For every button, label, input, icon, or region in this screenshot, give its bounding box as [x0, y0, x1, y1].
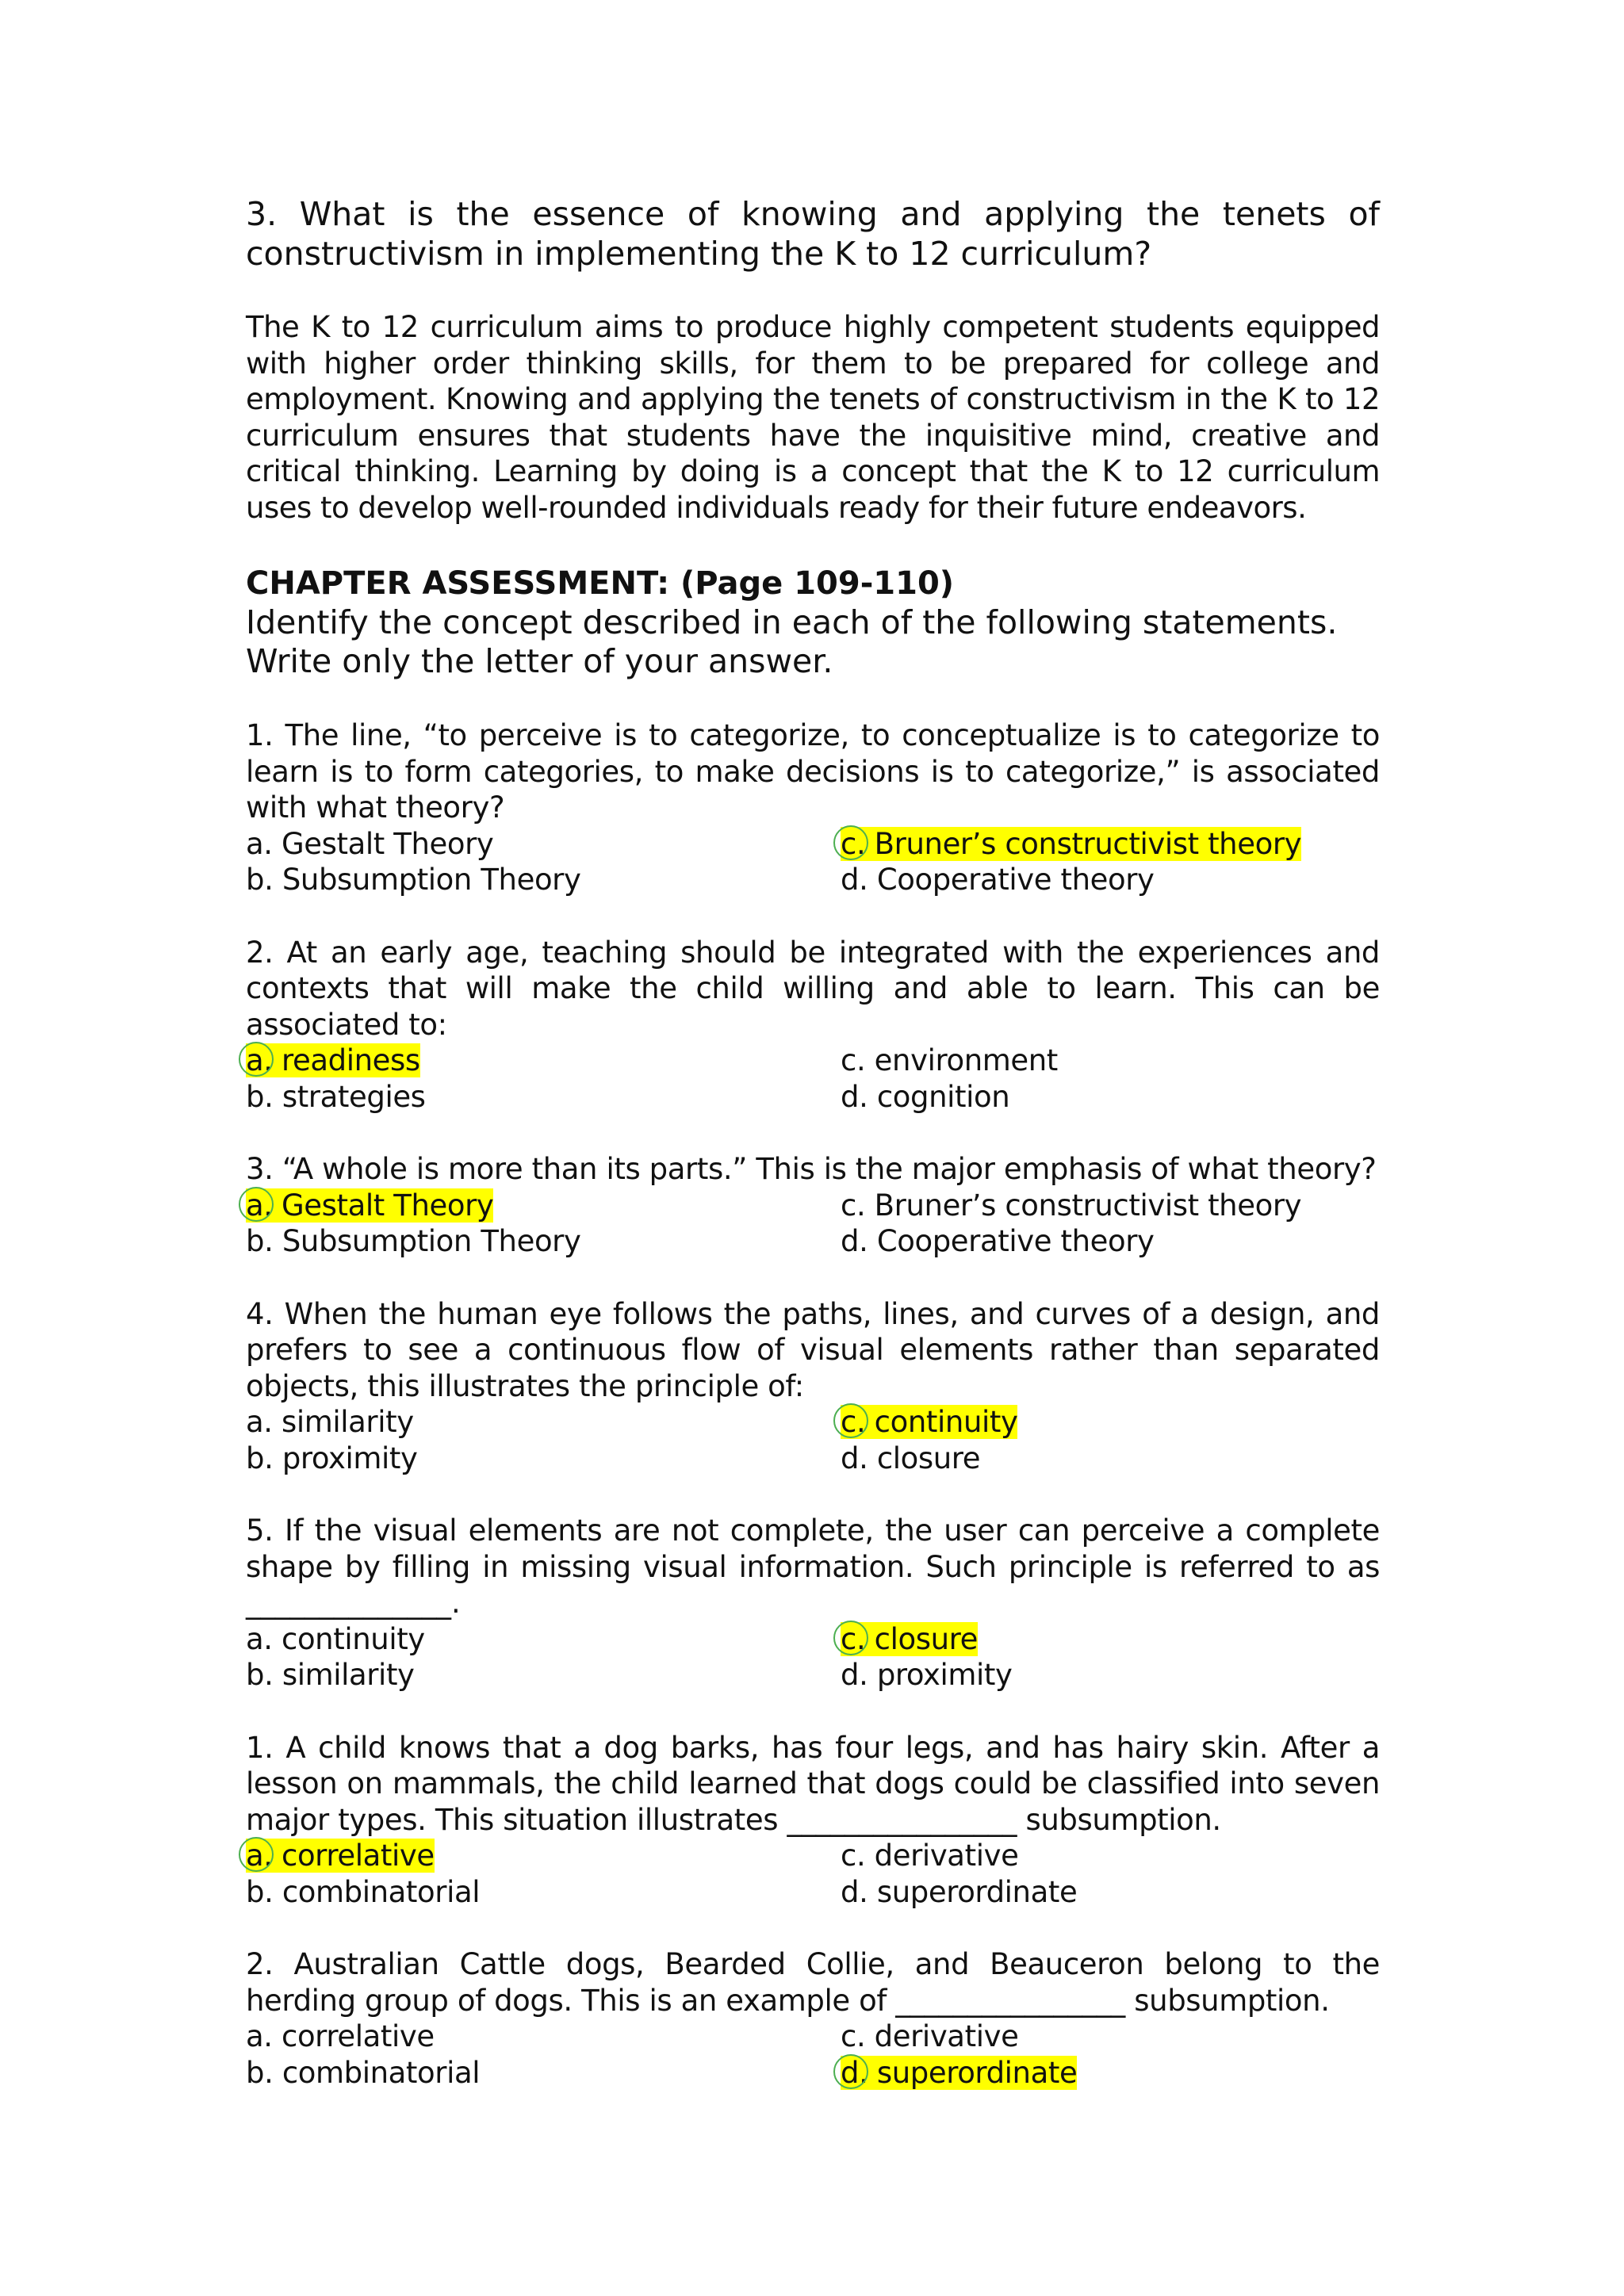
question-text: 1. A child knows that a dog barks, has four legs, and has hairy skin. After a lesson on mammals, the child learned that dogs could be classified into seven major types. This situation illustrates ________________ subsumption.: [246, 1730, 1380, 1837]
reflection-answer: The K to 12 curriculum aims to produce highly competent students equipped with higher order thinking skills, for them to be prepared for college and employment. Knowing and applying the tenets of constructivism in the K to 12 curriculum ensures that students have the inquisitive mind, creative and critical thinking. Learning by doing is a concept that the K to 12 curriculum uses to develop well-rounded individuals ready for their future endeavors.: [246, 310, 1380, 525]
option-d: d. Cooperative theory: [841, 1224, 1155, 1258]
answer-options: [246, 826, 1380, 898]
question-item: [246, 1730, 1380, 1911]
option-a: a. correlative: [246, 2019, 435, 2053]
answer-blank: ______________.: [246, 1586, 461, 1620]
option-a: a. similarity: [246, 1405, 414, 1439]
question-item: [246, 1946, 1380, 2091]
option-b: b. combinatorial: [246, 1874, 481, 1909]
answer-options: [246, 1043, 1380, 1115]
document-page: [246, 194, 1380, 2091]
option-c: c. derivative: [841, 1839, 1019, 1873]
option-d: d. Cooperative theory: [841, 863, 1155, 897]
question-text: 4. When the human eye follows the paths, lines, and curves of a design, and prefers to see a continuous flow of visual elements rather than separated objects, this illustrates the principle of:: [246, 1296, 1380, 1403]
option-d: d. cognition: [841, 1079, 1010, 1114]
question-item: [246, 1151, 1380, 1260]
option-b: b. proximity: [246, 1441, 418, 1475]
question-text: 3. “A whole is more than its parts.” This is the major emphasis of what theory?: [246, 1152, 1377, 1186]
question-item: [246, 1296, 1380, 1477]
option-a-selected: a. readiness: [246, 1043, 420, 1077]
option-c-selected: c. closure: [841, 1621, 979, 1656]
option-a: a. continuity: [246, 1621, 425, 1656]
option-c: c. derivative: [841, 2019, 1019, 2053]
question-item: [246, 718, 1380, 898]
option-d: d. closure: [841, 1441, 981, 1475]
option-b: b. combinatorial: [246, 2055, 481, 2090]
option-c-selected: c. Bruner’s constructivist theory: [841, 826, 1302, 861]
answer-options: [246, 1838, 1380, 1910]
question-item: [246, 935, 1380, 1115]
option-a: a. Gestalt Theory: [246, 826, 494, 861]
option-c: c. Bruner’s constructivist theory: [841, 1188, 1302, 1223]
option-a-selected: a. correlative: [246, 1839, 435, 1873]
option-d: d. superordinate: [841, 1874, 1078, 1909]
option-b: b. strategies: [246, 1079, 426, 1114]
option-b: b. Subsumption Theory: [246, 863, 581, 897]
answer-options: [246, 1621, 1380, 1693]
question-text: 2. At an early age, teaching should be integrated with the experiences and contexts that will make the child willing and able to learn. This can be associated to:: [246, 935, 1380, 1042]
question-text: 1. The line, “to perceive is to categorize, to conceptualize is to categorize to learn is to form categories, to make decisions is to categorize,” is associated with what theory?: [246, 718, 1380, 825]
option-d: d. proximity: [841, 1658, 1013, 1692]
option-a-selected: a. Gestalt Theory: [246, 1188, 494, 1223]
assessment-instructions: Identify the concept described in each of the following statements. Write only the letter of your answer.: [246, 603, 1338, 680]
question-item: [246, 1513, 1380, 1693]
option-d-selected: d. superordinate: [841, 2055, 1078, 2090]
option-b: b. Subsumption Theory: [246, 1224, 581, 1258]
question-text: 5. If the visual elements are not complete, the user can perceive a complete shape by filling in missing visual information. Such principle is referred to as: [246, 1513, 1380, 1584]
option-c-selected: c. continuity: [841, 1405, 1018, 1439]
option-b: b. similarity: [246, 1658, 415, 1692]
question-text: 2. Australian Cattle dogs, Bearded Collie, and Beauceron belong to the herding group of dogs. This is an example of ________________ subsumption.: [246, 1947, 1380, 2018]
answer-options: [246, 1404, 1380, 1476]
option-c: c. environment: [841, 1043, 1058, 1077]
chapter-assessment-title: CHAPTER ASSESSMENT: (Page 109-110): [246, 565, 955, 602]
reflection-question: 3. What is the essence of knowing and applying the tenets of constructivism in implementing the K to 12 curriculum?: [246, 195, 1380, 273]
answer-options: [246, 1188, 1380, 1260]
answer-options: [246, 2019, 1380, 2091]
